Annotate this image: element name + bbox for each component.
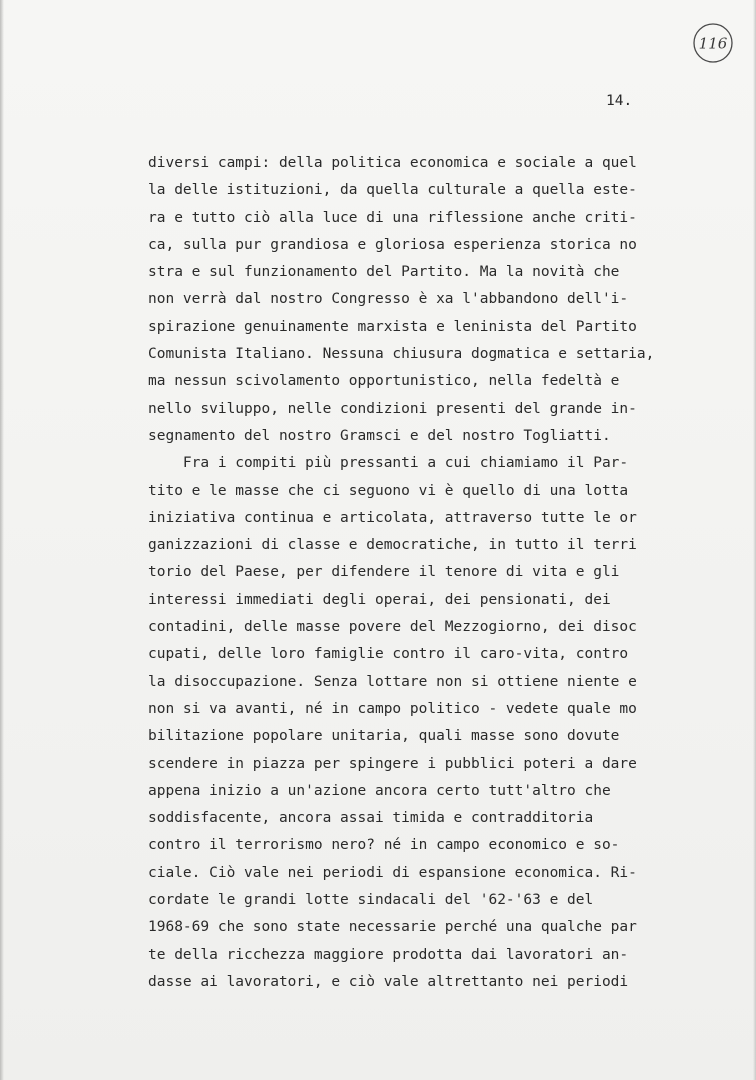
text-line: ganizzazioni di classe e democratiche, in tutto il terri [148, 537, 637, 554]
text-line: Fra i compiti più pressanti a cui chiamiamo il Par- [148, 455, 629, 472]
body-text [148, 150, 748, 996]
text-line: non si va avanti, né in campo politico - vedete quale mo [148, 700, 637, 717]
text-line: tito e le masse che ci seguono vi è quello di una lotta [148, 482, 629, 499]
text-line: Comunista Italiano. Nessuna chiusura dogmatica e settaria, [148, 346, 655, 363]
text-line: ma nessun scivolamento opportunistico, nella fedeltà e [148, 373, 620, 390]
archive-stamp-text: 116 [698, 34, 728, 53]
text-line: soddisfacente, ancora assai timida e contradditoria [148, 810, 594, 827]
text-line: la disoccupazione. Senza lottare non si ottiene niente e [148, 673, 637, 690]
text-line: interessi immediati degli operai, dei pensionati, dei [148, 591, 611, 608]
text-line: scendere in piazza per spingere i pubblici poteri a dare [148, 755, 637, 772]
text-line: stra e sul funzionamento del Partito. Ma la novità che [148, 264, 620, 281]
text-line: appena inizio a un'azione ancora certo tutt'altro che [148, 782, 611, 799]
text-line: segnamento del nostro Gramsci e del nostro Togliatti. [148, 427, 611, 444]
text-line: non verrà dal nostro Congresso è xa l'abbandono dell'i- [148, 291, 629, 308]
text-line: spirazione genuinamente marxista e leninista del Partito [148, 318, 637, 335]
text-line: dasse ai lavoratori, e ciò vale altrettanto nei periodi [148, 973, 629, 990]
text-line: iniziativa continua e articolata, attraverso tutte le or [148, 509, 637, 526]
text-line: ca, sulla pur grandiosa e gloriosa esperienza storica no [148, 236, 637, 253]
text-line: diversi campi: della politica economica e sociale a quel [148, 155, 637, 171]
text-line: bilitazione popolare unitaria, quali masse sono dovute [148, 728, 620, 745]
text-line: ciale. Ciò vale nei periodi di espansione economica. Ri- [148, 864, 637, 881]
text-line: 1968-69 che sono state necessarie perché una qualche par [148, 919, 637, 936]
text-line: contro il terrorismo nero? né in campo economico e so- [148, 837, 620, 854]
text-line: nello sviluppo, nelle condizioni presenti del grande in- [148, 400, 637, 417]
text-line: cupati, delle loro famiglie contro il caro-vita, contro [148, 646, 629, 663]
text-line: ra e tutto ciò alla luce di una riflessione anche criti- [148, 209, 637, 226]
text-line: te della ricchezza maggiore prodotta dai lavoratori an- [148, 946, 629, 963]
text-line: cordate le grandi lotte sindacali del '62-'63 e del [148, 892, 594, 909]
archive-stamp-icon [692, 22, 734, 64]
text-line: contadini, delle masse povere del Mezzogiorno, dei disoc [148, 619, 637, 636]
text-line: torio del Paese, per difendere il tenore di vita e gli [148, 564, 620, 581]
page-edge-shadow-left [0, 0, 4, 1080]
text-line: la delle istituzioni, da quella culturale a quella este- [148, 182, 637, 199]
page-number: 14. [606, 93, 633, 109]
